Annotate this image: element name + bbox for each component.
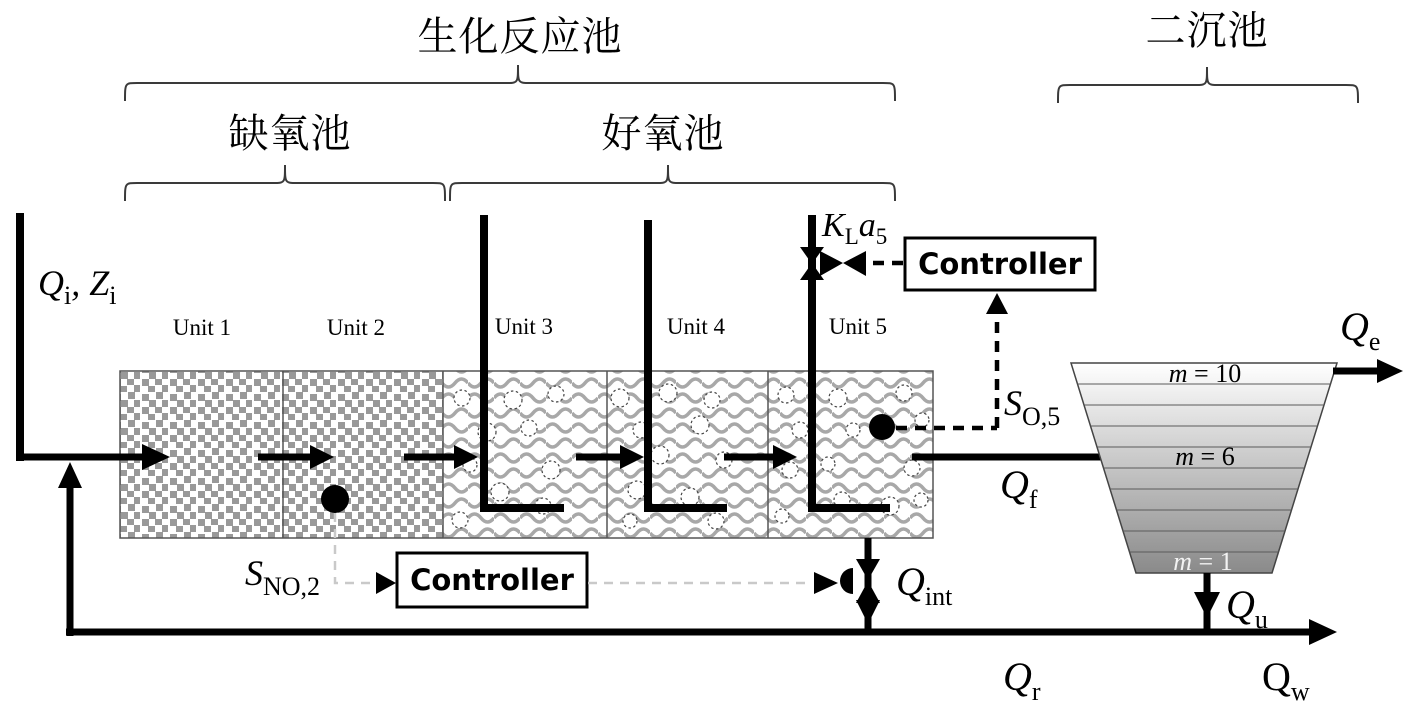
label-unit-1: Unit 1 [172,315,232,340]
control-signal-qint [588,572,838,594]
label-qw: Qw [1262,654,1310,706]
label-so5: SO,5 [1004,383,1061,431]
sensor-dot-unit-2 [321,485,349,513]
sensor-dot-unit-5 [869,414,895,440]
title-aerobic: 好氧池 [601,111,725,156]
brace-settler [1058,67,1358,103]
qu-arrow [1194,573,1220,632]
title-bioreactor: 生化反应池 [417,14,623,59]
qint-valve [840,559,880,603]
label-qe: Qe [1340,304,1381,356]
label-unit-4: Unit 4 [666,314,726,339]
label-influent: Qi, Zi [38,263,117,310]
label-unit-3: Unit 3 [494,314,554,339]
settler-trapezoid [1060,359,1350,576]
label-kla5: KLa5 [822,207,888,249]
title-anoxic: 缺氧池 [228,111,352,156]
label-layer-m6: m = 6 [1175,442,1235,471]
brace-bioreactor [125,65,895,101]
label-unit-2: Unit 2 [326,315,386,340]
label-qint: Qint [896,559,953,611]
brace-aerobic [450,165,895,201]
controller-qint-label: Controller [410,563,574,597]
brace-anoxic [125,165,445,201]
title-settler: 二沉池 [1145,8,1269,53]
label-qu: Qu [1226,582,1268,634]
label-layer-m10: m = 10 [1168,359,1242,388]
label-sno2: SNO,2 [245,553,321,601]
controller-kla-label: Controller [918,247,1082,281]
label-unit-5: Unit 5 [828,314,888,339]
qe-arrow [1333,359,1403,383]
label-qr: Qr [1003,654,1041,706]
label-layer-m1: m = 1 [1173,547,1233,576]
label-qf: Qf [1000,462,1038,514]
